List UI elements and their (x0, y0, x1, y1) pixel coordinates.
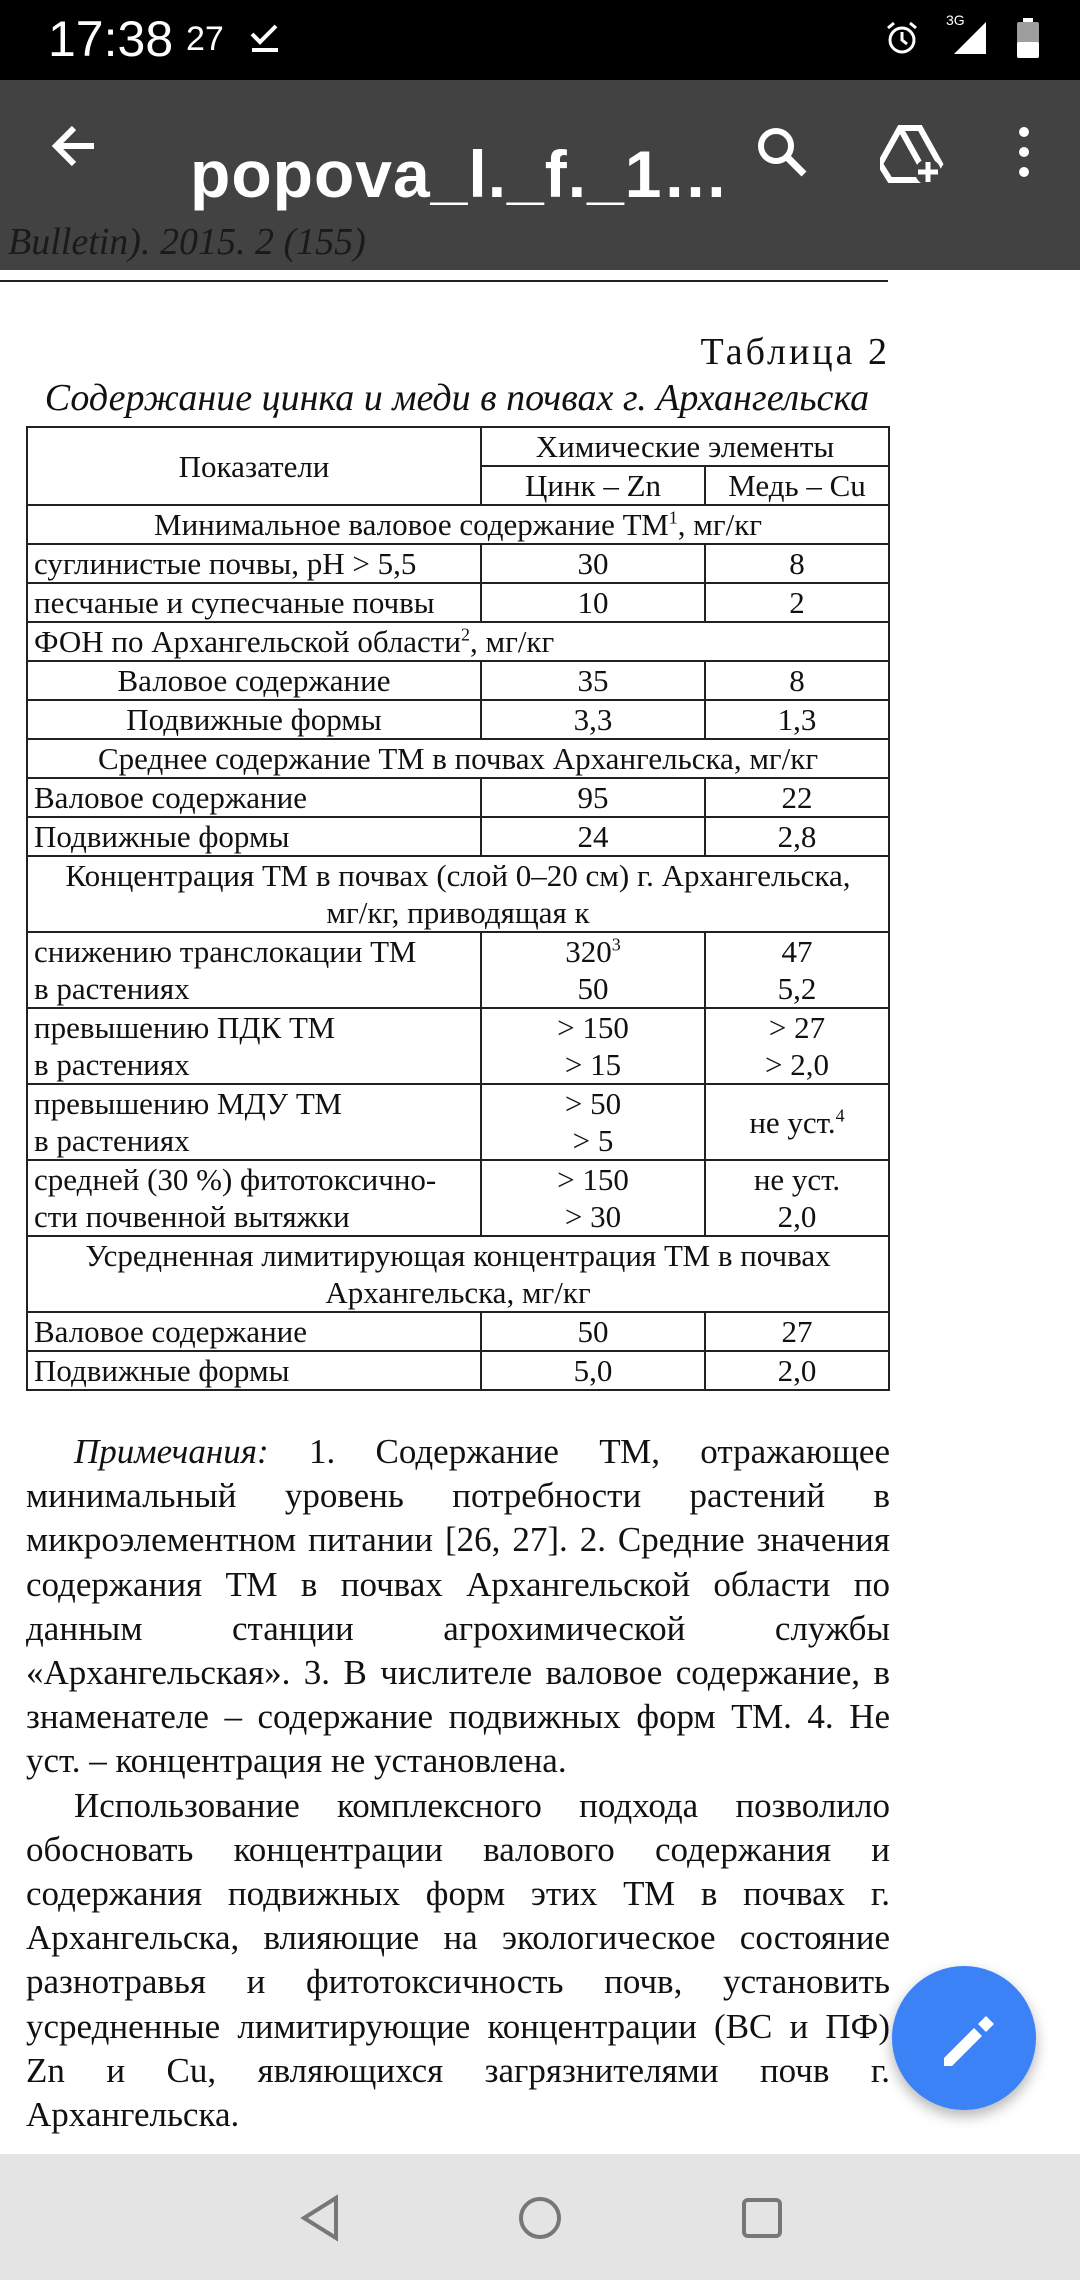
row-label: Валовое содержание (27, 778, 481, 817)
copper-value: 1,3 (705, 700, 889, 739)
notes-paragraph (26, 1430, 890, 1784)
table-row (27, 583, 889, 622)
row-label-cont: сти почвенной вытяжки (34, 1199, 350, 1234)
table-row (27, 817, 889, 856)
back-arrow-icon[interactable] (44, 116, 104, 176)
zinc-value: > 50 (564, 1086, 622, 1121)
zinc-value: 10 (481, 583, 705, 622)
section-row (27, 739, 889, 778)
zinc-value: 24 (481, 817, 705, 856)
network-type: 3G (946, 12, 965, 28)
section-title: Усредненная лимитирующая концентрация ТМ в почвах (85, 1238, 831, 1273)
download-done-icon (248, 20, 282, 63)
zinc-mobile-value: > 15 (564, 1047, 622, 1082)
pencil-icon (892, 1966, 1036, 2110)
navigation-bar (0, 2154, 1080, 2280)
section-title: ФОН по Архангельской области (34, 624, 461, 659)
notes-lead: Примечания: (74, 1432, 269, 1471)
notes-text: 1. Содержание ТМ, отражающее минимальный уровень потребности растений в микроэлементном питании [26, 27]. 2. Средние значения содержания ТМ в почвах Архангельской области по данным станции агрохимической службы «Архангельская». 3. В числителе валовое содержание, в знаменателе – содержание подвижных форм ТМ. 4. Не уст. – концентрация не установлена. (26, 1432, 890, 1781)
section-title: Минимальное валовое содержание ТМ (154, 507, 669, 542)
footnote-ref: 2 (460, 624, 470, 645)
edit-fab-button[interactable] (892, 1966, 1036, 2110)
nav-back-icon[interactable] (296, 2194, 344, 2247)
table-caption: Содержание цинка и меди в почвах г. Архангельска (44, 377, 870, 419)
section-title-cont: мг/кг, приводящая к (326, 895, 590, 930)
header-copper: Медь – Cu (705, 466, 889, 505)
notes-block (26, 1430, 890, 2137)
zinc-value: 35 (481, 661, 705, 700)
row-label-cont: в растениях (34, 1123, 190, 1158)
section-row (27, 505, 889, 544)
notification-count: 27 (186, 20, 224, 58)
table-row (27, 661, 889, 700)
status-time: 17:38 (48, 11, 174, 67)
copper-value: 2,8 (705, 817, 889, 856)
copper-value: 27 (705, 1312, 889, 1351)
search-icon[interactable] (752, 122, 812, 182)
header-elements: Химические элементы (481, 427, 889, 466)
copper-mobile-value: 2,0 (777, 1199, 817, 1234)
copper-value: 22 (705, 778, 889, 817)
row-label: средней (30 %) фитотоксично- (34, 1162, 437, 1197)
copper-value: не уст. (753, 1162, 841, 1197)
copper-mobile-value: > 2,0 (765, 1047, 829, 1082)
table-row (27, 932, 889, 1008)
zinc-mobile-value: > 30 (564, 1199, 622, 1234)
table-number: Таблица 2 (700, 331, 890, 373)
zinc-value: 95 (481, 778, 705, 817)
footnote-ref: 1 (668, 507, 678, 528)
row-label: Подвижные формы (27, 1351, 481, 1390)
copper-value: 2 (705, 583, 889, 622)
table-row (27, 1312, 889, 1351)
page-header-fragment: Bulletin). 2015. 2 (155) (8, 221, 366, 263)
footnote-ref: 4 (835, 1105, 845, 1126)
battery-icon (1016, 18, 1040, 63)
table-row (27, 1160, 889, 1236)
copper-value: > 27 (768, 1010, 826, 1045)
add-to-drive-icon[interactable] (880, 122, 944, 186)
app-bar (0, 80, 1080, 270)
table-row (27, 1008, 889, 1084)
table-row (27, 1351, 889, 1390)
zinc-value: $320^3$ (565, 934, 621, 969)
table-row (27, 1084, 889, 1160)
row-label: суглинистые почвы, pH > 5,5 (27, 544, 481, 583)
row-label: Валовое содержание (27, 1312, 481, 1351)
table-row (27, 778, 889, 817)
row-label: песчаные и супесчаные почвы (27, 583, 481, 622)
copper-value: 8 (705, 661, 889, 700)
zinc-mobile-value: 50 (577, 971, 609, 1006)
row-label: снижению транслокации ТМ (34, 934, 417, 969)
row-label: Подвижные формы (27, 817, 481, 856)
row-label-cont: в растениях (34, 971, 190, 1006)
more-options-icon[interactable] (1000, 120, 1048, 184)
copper-value: 8 (705, 544, 889, 583)
nav-home-icon[interactable] (516, 2194, 564, 2247)
table-row (27, 700, 889, 739)
zinc-value: > 150 (557, 1010, 629, 1045)
section-row (27, 1236, 889, 1312)
section-row (27, 622, 889, 661)
zinc-value: 3,3 (481, 700, 705, 739)
signal-icon (946, 12, 990, 61)
row-label-cont: в растениях (34, 1047, 190, 1082)
section-title: Концентрация ТМ в почвах (слой 0–20 см) г. Архангельска, (65, 858, 851, 893)
zinc-value: 50 (481, 1312, 705, 1351)
footnote-ref: 3 (611, 934, 621, 955)
section-title-cont: Архангельска, мг/кг (325, 1275, 591, 1310)
zinc-mobile-value: > 5 (572, 1123, 614, 1158)
body-paragraph: Использование комплексного подхода позволило обосновать концентрации валового содержания и содержания подвижных форм этих ТМ в почвах г. Архангельска, влияющие на экологическое состояние разнотравья и фитотоксичность почв, установить усредненные лимитирующие концентрации (ВС и ПФ) Zn и Cu, являющихся загрязнителями почв г. Архангельска. (26, 1785, 890, 2135)
data-table (26, 426, 890, 1391)
row-label: превышению МДУ ТМ (34, 1086, 342, 1121)
header-zinc: Цинк – Zn (481, 466, 705, 505)
copper-value: 47 (781, 934, 813, 969)
zinc-value: 30 (481, 544, 705, 583)
table-row (27, 544, 889, 583)
row-label: Подвижные формы (27, 700, 481, 739)
section-title: Среднее содержание ТМ в почвах Архангельска, мг/кг (27, 739, 889, 778)
section-row (27, 856, 889, 932)
status-bar (0, 0, 1080, 80)
section-unit: , мг/кг (469, 624, 555, 659)
document-title: popova_l._f._1… (190, 137, 730, 211)
copper-mobile-value: 5,2 (777, 971, 817, 1006)
copper-value: не уст.$^4$ (705, 1084, 889, 1160)
alarm-icon (884, 20, 920, 61)
zinc-value: > 150 (557, 1162, 629, 1197)
row-label: превышению ПДК ТМ (34, 1010, 336, 1045)
nav-recents-icon[interactable] (740, 2196, 784, 2245)
copper-value: 2,0 (705, 1351, 889, 1390)
row-label: Валовое содержание (27, 661, 481, 700)
zinc-value: 5,0 (481, 1351, 705, 1390)
header-indicators: Показатели (27, 427, 481, 505)
section-unit: , мг/кг (677, 507, 762, 542)
header-rule (0, 280, 888, 282)
